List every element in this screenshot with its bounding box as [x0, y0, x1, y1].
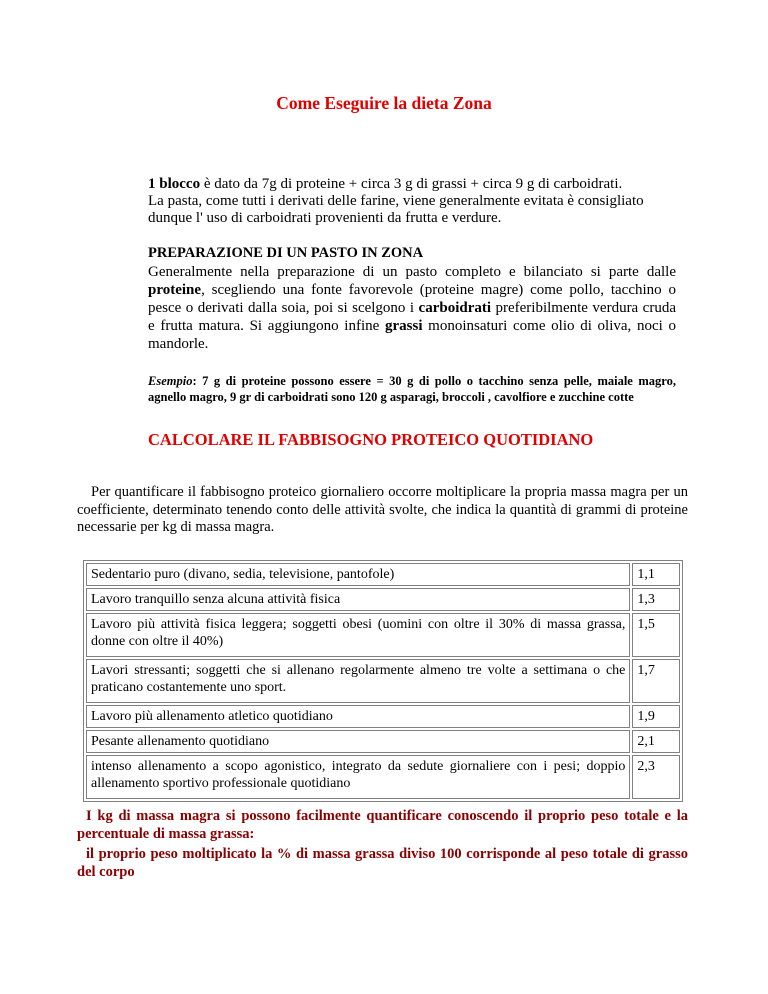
- activity-cell: Lavoro tranquillo senza alcuna attività fisica: [86, 588, 630, 611]
- activity-cell: Lavori stressanti; soggetti che si allenano regolarmente almeno tre volte a settimana o che praticano costantemente uno sport.: [86, 659, 630, 703]
- block-definition: [148, 176, 676, 227]
- preparazione-text-3: preferibilmente verdura cruda e frutta matura. Si aggiungono infine: [148, 300, 676, 334]
- coefficient-cell: 1,5: [632, 613, 680, 657]
- preparazione-heading: PREPARAZIONE DI UN PASTO IN ZONA: [148, 245, 424, 261]
- block-line-1-text: è dato da 7g di proteine + circa 3 g di grassi + circa 9 g di carboidrati.: [200, 176, 623, 192]
- intro-paragraph: [77, 484, 688, 537]
- preparazione-text-1: Generalmente nella preparazione di un pasto completo e bilanciato si parte dalle: [148, 264, 676, 280]
- table-row: [86, 563, 680, 586]
- table-row: [86, 730, 680, 753]
- proteine-bold: proteine: [148, 282, 202, 298]
- preparazione-text-4: monoinsaturi come olio di oliva, noci o mandorle.: [148, 318, 677, 352]
- activity-cell: Pesante allenamento quotidiano: [86, 730, 630, 753]
- table-row: [86, 588, 680, 611]
- preparazione-paragraph: [148, 263, 676, 353]
- activity-cell: Sedentario puro (divano, sedia, televisione, pantofole): [86, 563, 630, 586]
- coefficient-table: [83, 560, 683, 802]
- page-title: Come Eseguire la dieta Zona: [276, 93, 492, 113]
- lean-mass-note: [77, 807, 688, 843]
- example-paragraph: [148, 374, 676, 405]
- activity-cell: intenso allenamento a scopo agonistico, integrato da sedute giornaliere con i pesi; doppio allenamento sportivo professionale quotidiano: [86, 755, 630, 799]
- block-line-1: [148, 176, 676, 193]
- coefficient-cell: 1,9: [632, 705, 680, 728]
- coefficient-cell: 2,1: [632, 730, 680, 753]
- preparazione-text-2: , scegliendo una fonte favorevole (proteine magre) come pollo, tacchino o pesce o derivati dalla soia, poi si scelgono i: [148, 282, 676, 316]
- lean-mass-note-text: I kg di massa magra si possono facilmente quantificare conoscendo il proprio peso totale e la percentuale di massa grassa:: [77, 808, 688, 842]
- activity-cell: Lavoro più attività fisica leggera; soggetti obesi (uomini con oltre il 30% di massa grassa, donne con oltre il 40%): [86, 613, 630, 657]
- example-label: Esempio: [148, 374, 193, 388]
- fat-weight-note-text: il proprio peso moltiplicato la % di massa grassa diviso 100 corrisponde al peso totale di grasso del corpo: [77, 846, 688, 880]
- coefficient-cell: 1,1: [632, 563, 680, 586]
- coefficient-cell: 2,3: [632, 755, 680, 799]
- block-line-2: La pasta, come tutti i derivati delle farine, viene generalmente evitata è consigliato dunque l' uso di carboidrati provenienti da frutta e verdure.: [148, 193, 644, 226]
- coefficient-cell: 1,7: [632, 659, 680, 703]
- coefficient-cell: 1,3: [632, 588, 680, 611]
- section-title: CALCOLARE IL FABBISOGNO PROTEICO QUOTIDIANO: [148, 430, 594, 449]
- fat-weight-note: [77, 845, 688, 881]
- table-row: [86, 705, 680, 728]
- carboidrati-bold: carboidrati: [418, 300, 492, 316]
- block-bold-term: 1 blocco: [148, 176, 201, 192]
- activity-cell: Lavoro più allenamento atletico quotidiano: [86, 705, 630, 728]
- example-text: : 7 g di proteine possono essere = 30 g di pollo o tacchino senza pelle, maiale magro, agnello magro, 9 gr di carboidrati sono 120 g asparagi, broccoli , cavolfiore e zucchine cotte: [148, 374, 676, 404]
- table-row: [86, 659, 680, 703]
- table-row: [86, 613, 680, 657]
- intro-text: Per quantificare il fabbisogno proteico giornaliero occorre moltiplicare la propria massa magra per un coefficiente, determinato tenendo conto delle attività svolte, che indica la quantità di grammi di proteine necessarie per kg di massa magra.: [77, 484, 688, 535]
- grassi-bold: grassi: [384, 318, 423, 334]
- table-row: [86, 755, 680, 799]
